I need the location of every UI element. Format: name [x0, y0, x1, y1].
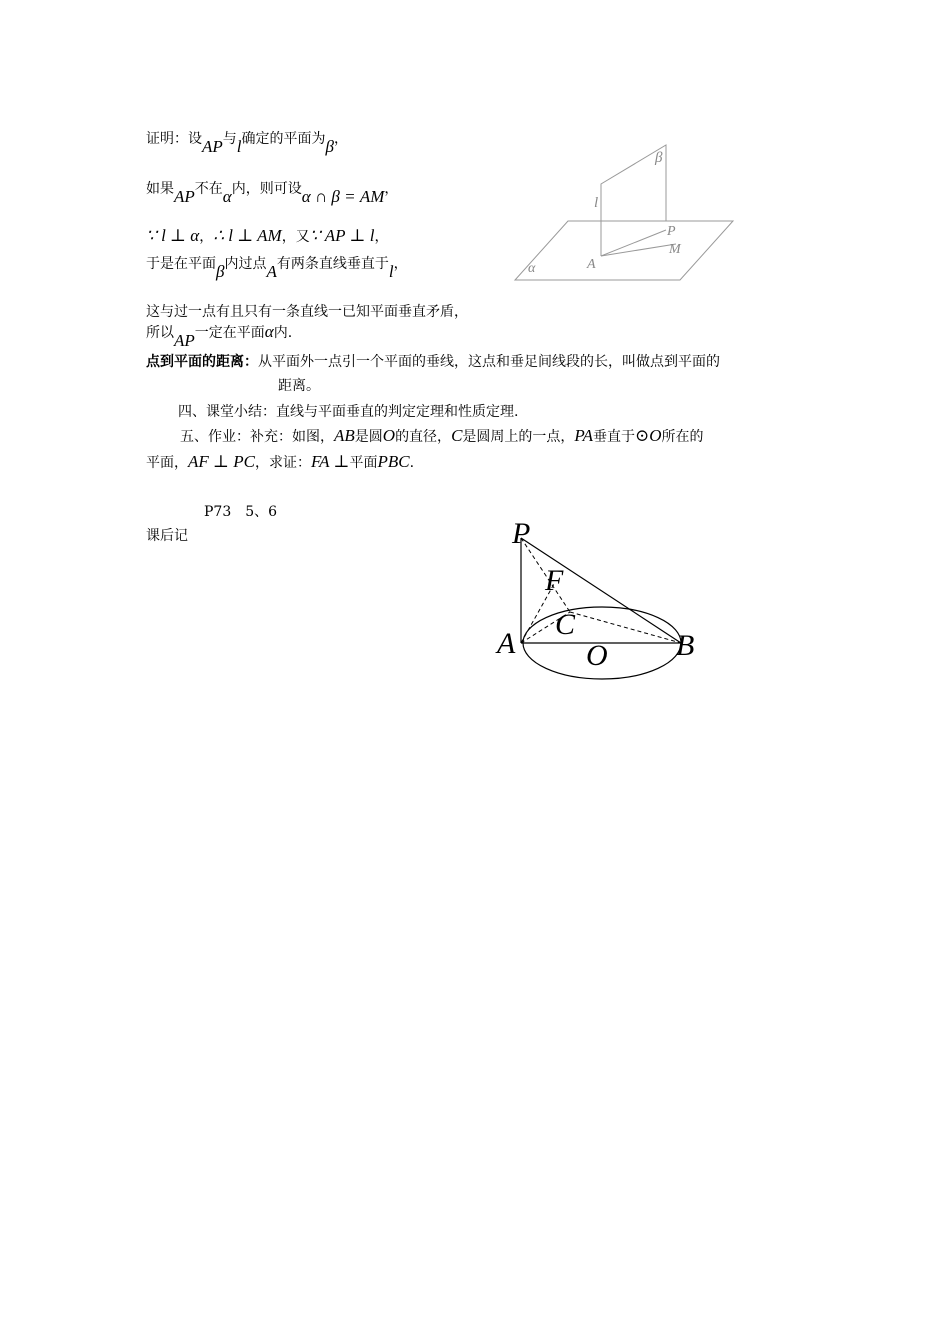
proof-line-1: 证明：设AP与l确定的平面为β，	[146, 131, 348, 156]
line-AM	[601, 244, 676, 256]
math-l: l	[236, 137, 242, 156]
math-beta: β	[216, 262, 225, 281]
math-because-2: ∵ AP ⊥ l	[309, 226, 375, 245]
proof-line-2: 如果AP不在α内，则可设α ∩ β = AM，	[146, 181, 399, 206]
label-M: M	[669, 242, 681, 257]
label-A: A	[587, 257, 596, 272]
label-P: P	[512, 517, 531, 550]
plane-alpha	[515, 221, 733, 280]
definition-line-2: 距离。	[278, 378, 320, 394]
proof-line-6: 所以AP一定在平面α内.	[146, 322, 293, 350]
label-F: F	[545, 564, 564, 597]
math-beta: β	[325, 137, 334, 156]
math-A: A	[266, 262, 277, 281]
math-therefore: ∴ l ⊥ AM	[213, 226, 282, 245]
plane-figure	[505, 135, 745, 285]
proof-line-3: ∵ l ⊥ α，∴ l ⊥ AM，又∵ AP ⊥ l，	[146, 226, 389, 245]
notes-heading: 课后记	[146, 528, 188, 544]
math-intersection: α ∩ β = AM	[301, 187, 385, 206]
exercise-ref: P73 5、6	[204, 504, 278, 520]
label-B: B	[676, 629, 695, 662]
homework-line-2: 平面，AF ⊥ PC，求证：FA ⊥平面PBC.	[146, 452, 415, 471]
math-AP: AP	[202, 137, 223, 156]
proof-line-5: 这与过一点有且只有一条直线一已知平面垂直矛盾，	[146, 304, 468, 320]
math-AP: AP	[174, 187, 195, 206]
proof-line-4: 于是在平面β内过点A有两条直线垂直于l，	[146, 256, 408, 281]
label-C: C	[555, 608, 576, 641]
label-l: l	[594, 195, 599, 211]
circle-figure	[492, 510, 712, 690]
math-l: l	[388, 262, 394, 281]
label-P: P	[667, 224, 676, 239]
math-AP: AP	[174, 331, 195, 350]
line-AP	[601, 230, 666, 256]
math-because-1: ∵ l ⊥ α	[146, 226, 200, 245]
math-alpha: α	[264, 322, 274, 341]
label-beta: β	[655, 150, 663, 166]
definition-line-1: 点到平面的距离：从平面外一点引一个平面的垂线，这点和垂足间线段的长，叫做点到平面的	[146, 354, 720, 370]
math-alpha: α	[222, 187, 232, 206]
definition-term: 点到平面的距离：	[146, 354, 258, 370]
label-A: A	[497, 627, 516, 660]
label-O: O	[586, 639, 608, 672]
homework-line-1: 五、作业：补充：如图，AB是圆O的直径，C是圆周上的一点，PA垂直于⊙O所在的	[180, 426, 704, 445]
label-alpha: α	[528, 261, 536, 276]
summary-line: 四、课堂小结：直线与平面垂直的判定定理和性质定理.	[178, 404, 519, 420]
